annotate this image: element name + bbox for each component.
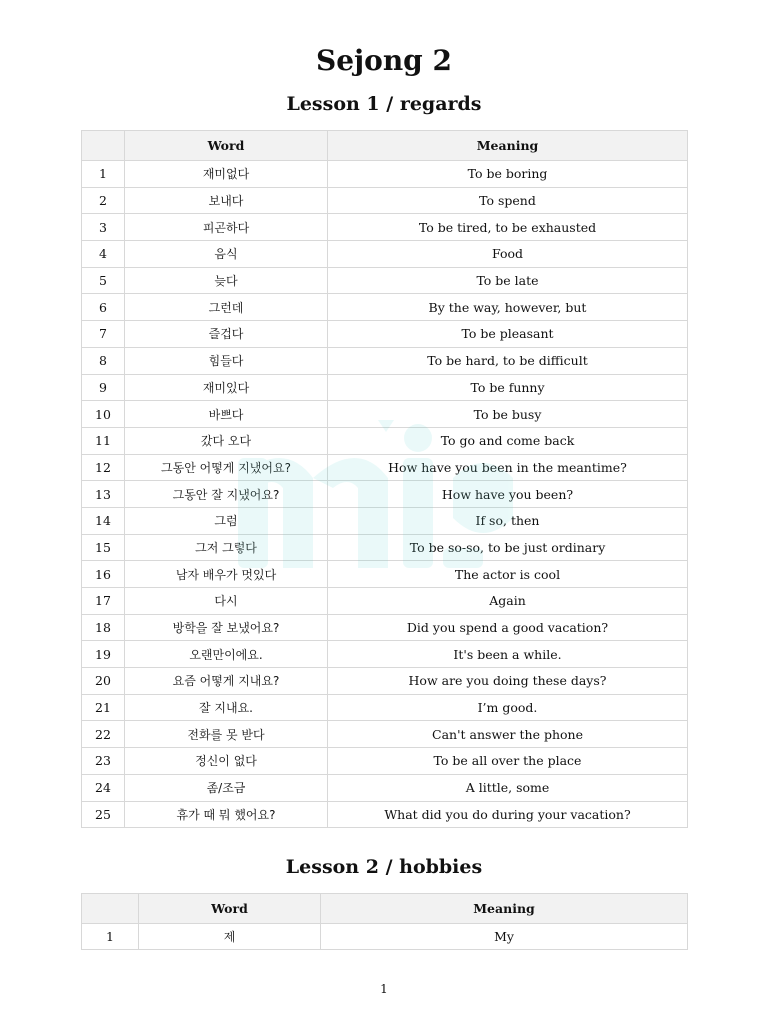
- english-meaning: To be all over the place: [328, 748, 688, 775]
- korean-word: 휴가 때 뭐 했어요?: [125, 801, 328, 828]
- row-number: 8: [82, 347, 125, 374]
- page-number: 1: [380, 982, 388, 996]
- korean-word: 보내다: [125, 187, 328, 214]
- english-meaning: To spend: [328, 187, 688, 214]
- table-row: [82, 294, 688, 321]
- korean-word: 좀/조금: [125, 774, 328, 801]
- row-number: 1: [82, 924, 139, 950]
- table-row: [82, 161, 688, 188]
- row-number: 1: [82, 161, 125, 188]
- korean-word: 그저 그렇다: [125, 534, 328, 561]
- english-meaning: A little, some: [328, 774, 688, 801]
- english-meaning: To be boring: [328, 161, 688, 188]
- row-number: 21: [82, 694, 125, 721]
- row-number: 12: [82, 454, 125, 481]
- korean-word: 전화를 못 받다: [125, 721, 328, 748]
- row-number: 22: [82, 721, 125, 748]
- table-row: [82, 534, 688, 561]
- english-meaning: To be late: [328, 267, 688, 294]
- korean-word: 바쁘다: [125, 401, 328, 428]
- korean-word: 제: [139, 924, 321, 950]
- korean-word: 늦다: [125, 267, 328, 294]
- english-meaning: How have you been in the meantime?: [328, 454, 688, 481]
- row-number: 2: [82, 187, 125, 214]
- english-meaning: To be busy: [328, 401, 688, 428]
- english-meaning: What did you do during your vacation?: [328, 801, 688, 828]
- english-meaning: How have you been?: [328, 481, 688, 508]
- lesson-1-table-body: [82, 161, 688, 828]
- table-row: [82, 774, 688, 801]
- index-column-header: [82, 894, 139, 924]
- table-row: [82, 641, 688, 668]
- row-number: 17: [82, 588, 125, 615]
- korean-word: 즐겁다: [125, 321, 328, 348]
- korean-word: 오랜만이에요.: [125, 641, 328, 668]
- row-number: 9: [82, 374, 125, 401]
- row-number: 24: [82, 774, 125, 801]
- row-number: 19: [82, 641, 125, 668]
- english-meaning: By the way, however, but: [328, 294, 688, 321]
- english-meaning: I’m good.: [328, 694, 688, 721]
- table-row: [82, 748, 688, 775]
- table-row: [82, 321, 688, 348]
- table-row: [82, 401, 688, 428]
- english-meaning: To be pleasant: [328, 321, 688, 348]
- row-number: 6: [82, 294, 125, 321]
- english-meaning: It's been a while.: [328, 641, 688, 668]
- korean-word: 재미없다: [125, 161, 328, 188]
- english-meaning: If so, then: [328, 507, 688, 534]
- row-number: 23: [82, 748, 125, 775]
- table-row: [82, 454, 688, 481]
- table-row: [82, 481, 688, 508]
- korean-word: 다시: [125, 588, 328, 615]
- row-number: 10: [82, 401, 125, 428]
- korean-word: 방학을 잘 보냈어요?: [125, 614, 328, 641]
- english-meaning: To be funny: [328, 374, 688, 401]
- document-title: Sejong 2: [315, 44, 452, 77]
- row-number: 13: [82, 481, 125, 508]
- table-row: [82, 588, 688, 615]
- english-meaning: Food: [328, 241, 688, 268]
- english-meaning: Can't answer the phone: [328, 721, 688, 748]
- lesson-2-table-body: [82, 924, 688, 950]
- index-column-header: [82, 131, 125, 161]
- english-meaning: To go and come back: [328, 427, 688, 454]
- meaning-column-header: Meaning: [328, 131, 688, 161]
- korean-word: 그동안 잘 지냈어요?: [125, 481, 328, 508]
- table-row: [82, 187, 688, 214]
- table-row: [82, 374, 688, 401]
- row-number: 5: [82, 267, 125, 294]
- table-header-row: [82, 131, 688, 161]
- table-header-row: [82, 894, 688, 924]
- table-row: [82, 694, 688, 721]
- meaning-column-header: Meaning: [321, 894, 688, 924]
- row-number: 11: [82, 427, 125, 454]
- korean-word: 음식: [125, 241, 328, 268]
- english-meaning: To be hard, to be difficult: [328, 347, 688, 374]
- row-number: 4: [82, 241, 125, 268]
- english-meaning: The actor is cool: [328, 561, 688, 588]
- row-number: 18: [82, 614, 125, 641]
- korean-word: 남자 배우가 멋있다: [125, 561, 328, 588]
- table-row: [82, 924, 688, 950]
- row-number: 20: [82, 668, 125, 695]
- korean-word: 요즘 어떻게 지내요?: [125, 668, 328, 695]
- table-row: [82, 614, 688, 641]
- english-meaning: Again: [328, 588, 688, 615]
- korean-word: 그럼: [125, 507, 328, 534]
- row-number: 25: [82, 801, 125, 828]
- korean-word: 정신이 없다: [125, 748, 328, 775]
- table-row: [82, 801, 688, 828]
- row-number: 16: [82, 561, 125, 588]
- korean-word: 그동안 어떻게 지냈어요?: [125, 454, 328, 481]
- english-meaning: To be so-so, to be just ordinary: [328, 534, 688, 561]
- table-row: [82, 561, 688, 588]
- table-row: [82, 507, 688, 534]
- table-row: [82, 347, 688, 374]
- table-row: [82, 214, 688, 241]
- lesson-2-title: Lesson 2 / hobbies: [285, 856, 483, 878]
- word-column-header: Word: [125, 131, 328, 161]
- table-row: [82, 267, 688, 294]
- lesson-1-title: Lesson 1 / regards: [286, 93, 482, 115]
- table-row: [82, 427, 688, 454]
- english-meaning: To be tired, to be exhausted: [328, 214, 688, 241]
- korean-word: 피곤하다: [125, 214, 328, 241]
- lesson-2-vocab-table: [81, 893, 688, 950]
- korean-word: 힘들다: [125, 347, 328, 374]
- row-number: 7: [82, 321, 125, 348]
- row-number: 14: [82, 507, 125, 534]
- korean-word: 갔다 오다: [125, 427, 328, 454]
- word-column-header: Word: [139, 894, 321, 924]
- english-meaning: How are you doing these days?: [328, 668, 688, 695]
- korean-word: 재미있다: [125, 374, 328, 401]
- korean-word: 잘 지내요.: [125, 694, 328, 721]
- table-row: [82, 241, 688, 268]
- table-row: [82, 668, 688, 695]
- table-row: [82, 721, 688, 748]
- row-number: 15: [82, 534, 125, 561]
- lesson-1-vocab-table: [81, 130, 688, 828]
- english-meaning: My: [321, 924, 688, 950]
- korean-word: 그런데: [125, 294, 328, 321]
- row-number: 3: [82, 214, 125, 241]
- english-meaning: Did you spend a good vacation?: [328, 614, 688, 641]
